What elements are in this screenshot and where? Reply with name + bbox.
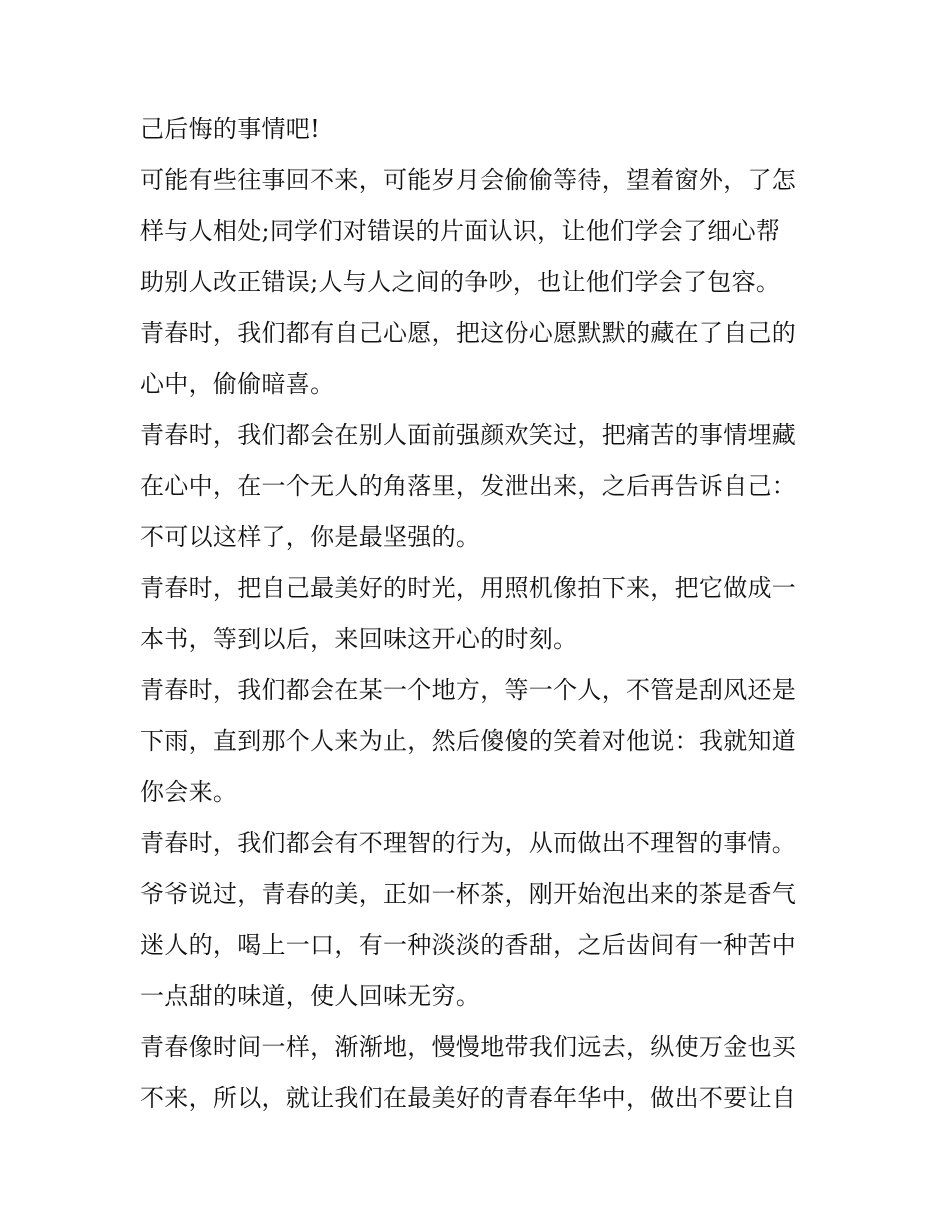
text-line: 青春时，我们都会在某一个地方，等一个人，不管是刮风还是 <box>140 676 797 704</box>
text-line: 在心中，在一个无人的角落里，发泄出来，之后再告诉自己： <box>140 472 797 500</box>
text-line: 不可以这样了，你是最坚强的。 <box>140 523 481 551</box>
text-line: 爷爷说过，青春的美，正如一杯茶，刚开始泡出来的茶是香气 <box>140 880 797 908</box>
text-line: 心中，偷偷暗喜。 <box>140 370 335 398</box>
text-line: 己后悔的事情吧! <box>140 115 321 143</box>
text-line: 青春时，把自己最美好的时光，用照机像拍下来，把它做成一 <box>140 574 797 602</box>
essay-body <box>140 104 820 1124</box>
text-line: 青春时，我们都会有不理智的行为，从而做出不理智的事情。 <box>140 829 797 857</box>
text-line: 下雨，直到那个人来为止，然后傻傻的笑着对他说：我就知道 <box>140 727 797 755</box>
text-line: 助别人改正错误;人与人之间的争吵，也让他们学会了包容。 <box>140 268 781 296</box>
text-line: 青春时，我们都会在别人面前强颜欢笑过，把痛苦的事情埋藏 <box>140 421 797 449</box>
text-line: 本书，等到以后，来回味这开心的时刻。 <box>140 625 578 653</box>
text-line: 青春像时间一样，渐渐地，慢慢地带我们远去，纵使万金也买 <box>140 1033 797 1061</box>
text-line: 你会来。 <box>140 778 238 806</box>
text-line: 青春时，我们都有自己心愿，把这份心愿默默的藏在了自己的 <box>140 319 797 347</box>
text-line: 可能有些往事回不来，可能岁月会偷偷等待，望着窗外，了怎 <box>140 166 797 194</box>
text-line: 不来，所以，就让我们在最美好的青春年华中，做出不要让自 <box>140 1084 797 1112</box>
text-line: 样与人相处;同学们对错误的片面认识，让他们学会了细心帮 <box>140 217 781 245</box>
text-line: 一点甜的味道，使人回味无穷。 <box>140 982 481 1010</box>
text-line: 迷人的，喝上一口，有一种淡淡的香甜，之后齿间有一种苦中 <box>140 931 797 959</box>
